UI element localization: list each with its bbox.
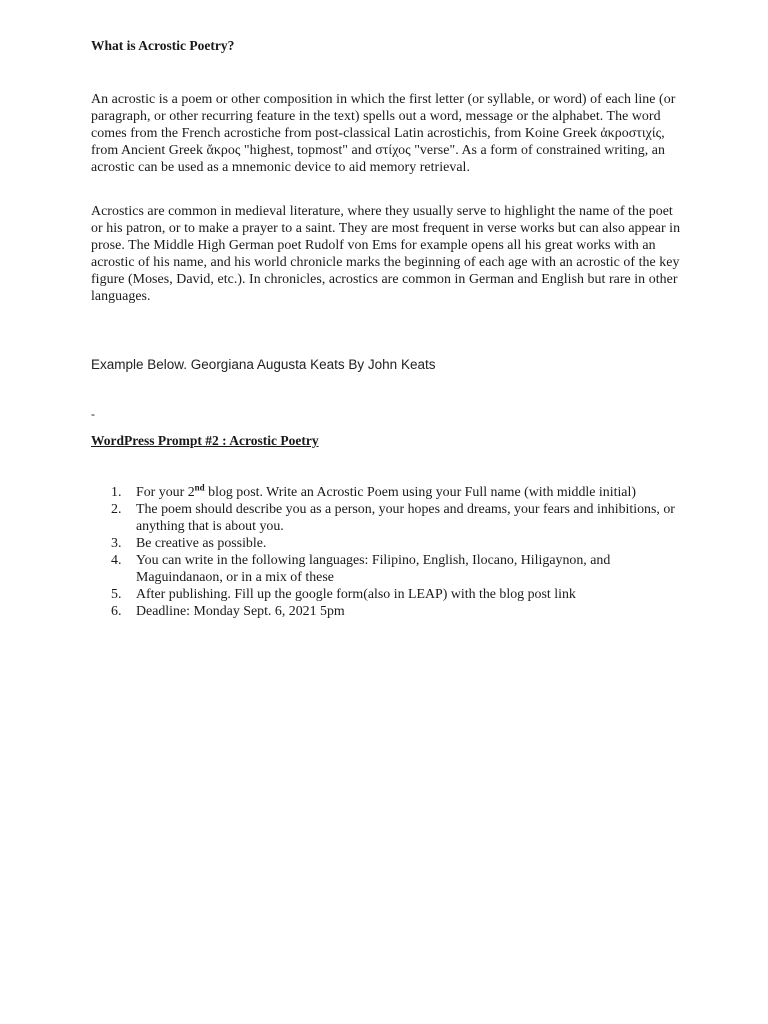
list-item <box>91 501 681 535</box>
list-item-text: For your 2 <box>136 485 195 500</box>
list-item-number: 2. <box>111 502 122 517</box>
list-item-number: 4. <box>111 553 122 568</box>
list-item-text: You can write in the following languages: Filipino, English, Ilocano, Hiligaynon, and Maguindanaon, or in a mix of these <box>136 553 611 585</box>
ordinal-suffix: nd <box>194 482 205 493</box>
list-item-text: Deadline: Monday Sept. 6, 2021 5pm <box>136 604 345 619</box>
list-item <box>91 535 681 552</box>
list-item-number: 6. <box>111 604 122 619</box>
list-item-number: 5. <box>111 587 122 602</box>
list-item-number: 3. <box>111 536 122 551</box>
prompt-heading: WordPress Prompt #2 : Acrostic Poetry <box>91 433 319 448</box>
list-item-text-cont: blog post. Write an Acrostic Poem using your Full name (with middle initial) <box>204 485 636 500</box>
list-item-text: Be creative as possible. <box>136 536 267 551</box>
dash-separator: - <box>91 407 95 421</box>
list-item-number: 1. <box>111 485 122 500</box>
paragraph-history: Acrostics are common in medieval literature, where they usually serve to highlight the name of the poet or his patron, or to make a prayer to a saint. They are most frequent in verse works but can also appear in prose. The Middle High German poet Rudolf von Ems for example opens all his great works with an acrostic of his name, and his world chronicle marks the beginning of each age with an acrostic of the key figure (Moses, David, etc.). In chronicles, acrostics are common in German and English but rare in other languages. <box>91 204 681 304</box>
list-item <box>91 484 681 501</box>
list-item <box>91 603 681 620</box>
list-item-text: The poem should describe you as a person, your hopes and dreams, your fears and inhibitions, or anything that is about you. <box>136 502 675 534</box>
example-line: Example Below. Georgiana Augusta Keats By John Keats <box>91 357 436 372</box>
list-item <box>91 586 681 603</box>
document-title: What is Acrostic Poetry? <box>91 38 235 53</box>
list-item <box>91 552 681 586</box>
list-item-text: After publishing. Fill up the google form(also in LEAP) with the blog post link <box>136 587 576 602</box>
paragraph-definition: An acrostic is a poem or other composition in which the first letter (or syllable, or word) of each line (or paragraph, or other recurring feature in the text) spells out a word, message or the alphabet. The word comes from the French acrostiche from post-classical Latin acrostichis, from Koine Greek ἀκροστιχίς, from Ancient Greek ἄκρος "highest, topmost" and στίχος "verse". As a form of constrained writing, an acrostic can be used as a mnemonic device to aid memory retrieval. <box>91 92 676 175</box>
instruction-list <box>91 484 681 620</box>
